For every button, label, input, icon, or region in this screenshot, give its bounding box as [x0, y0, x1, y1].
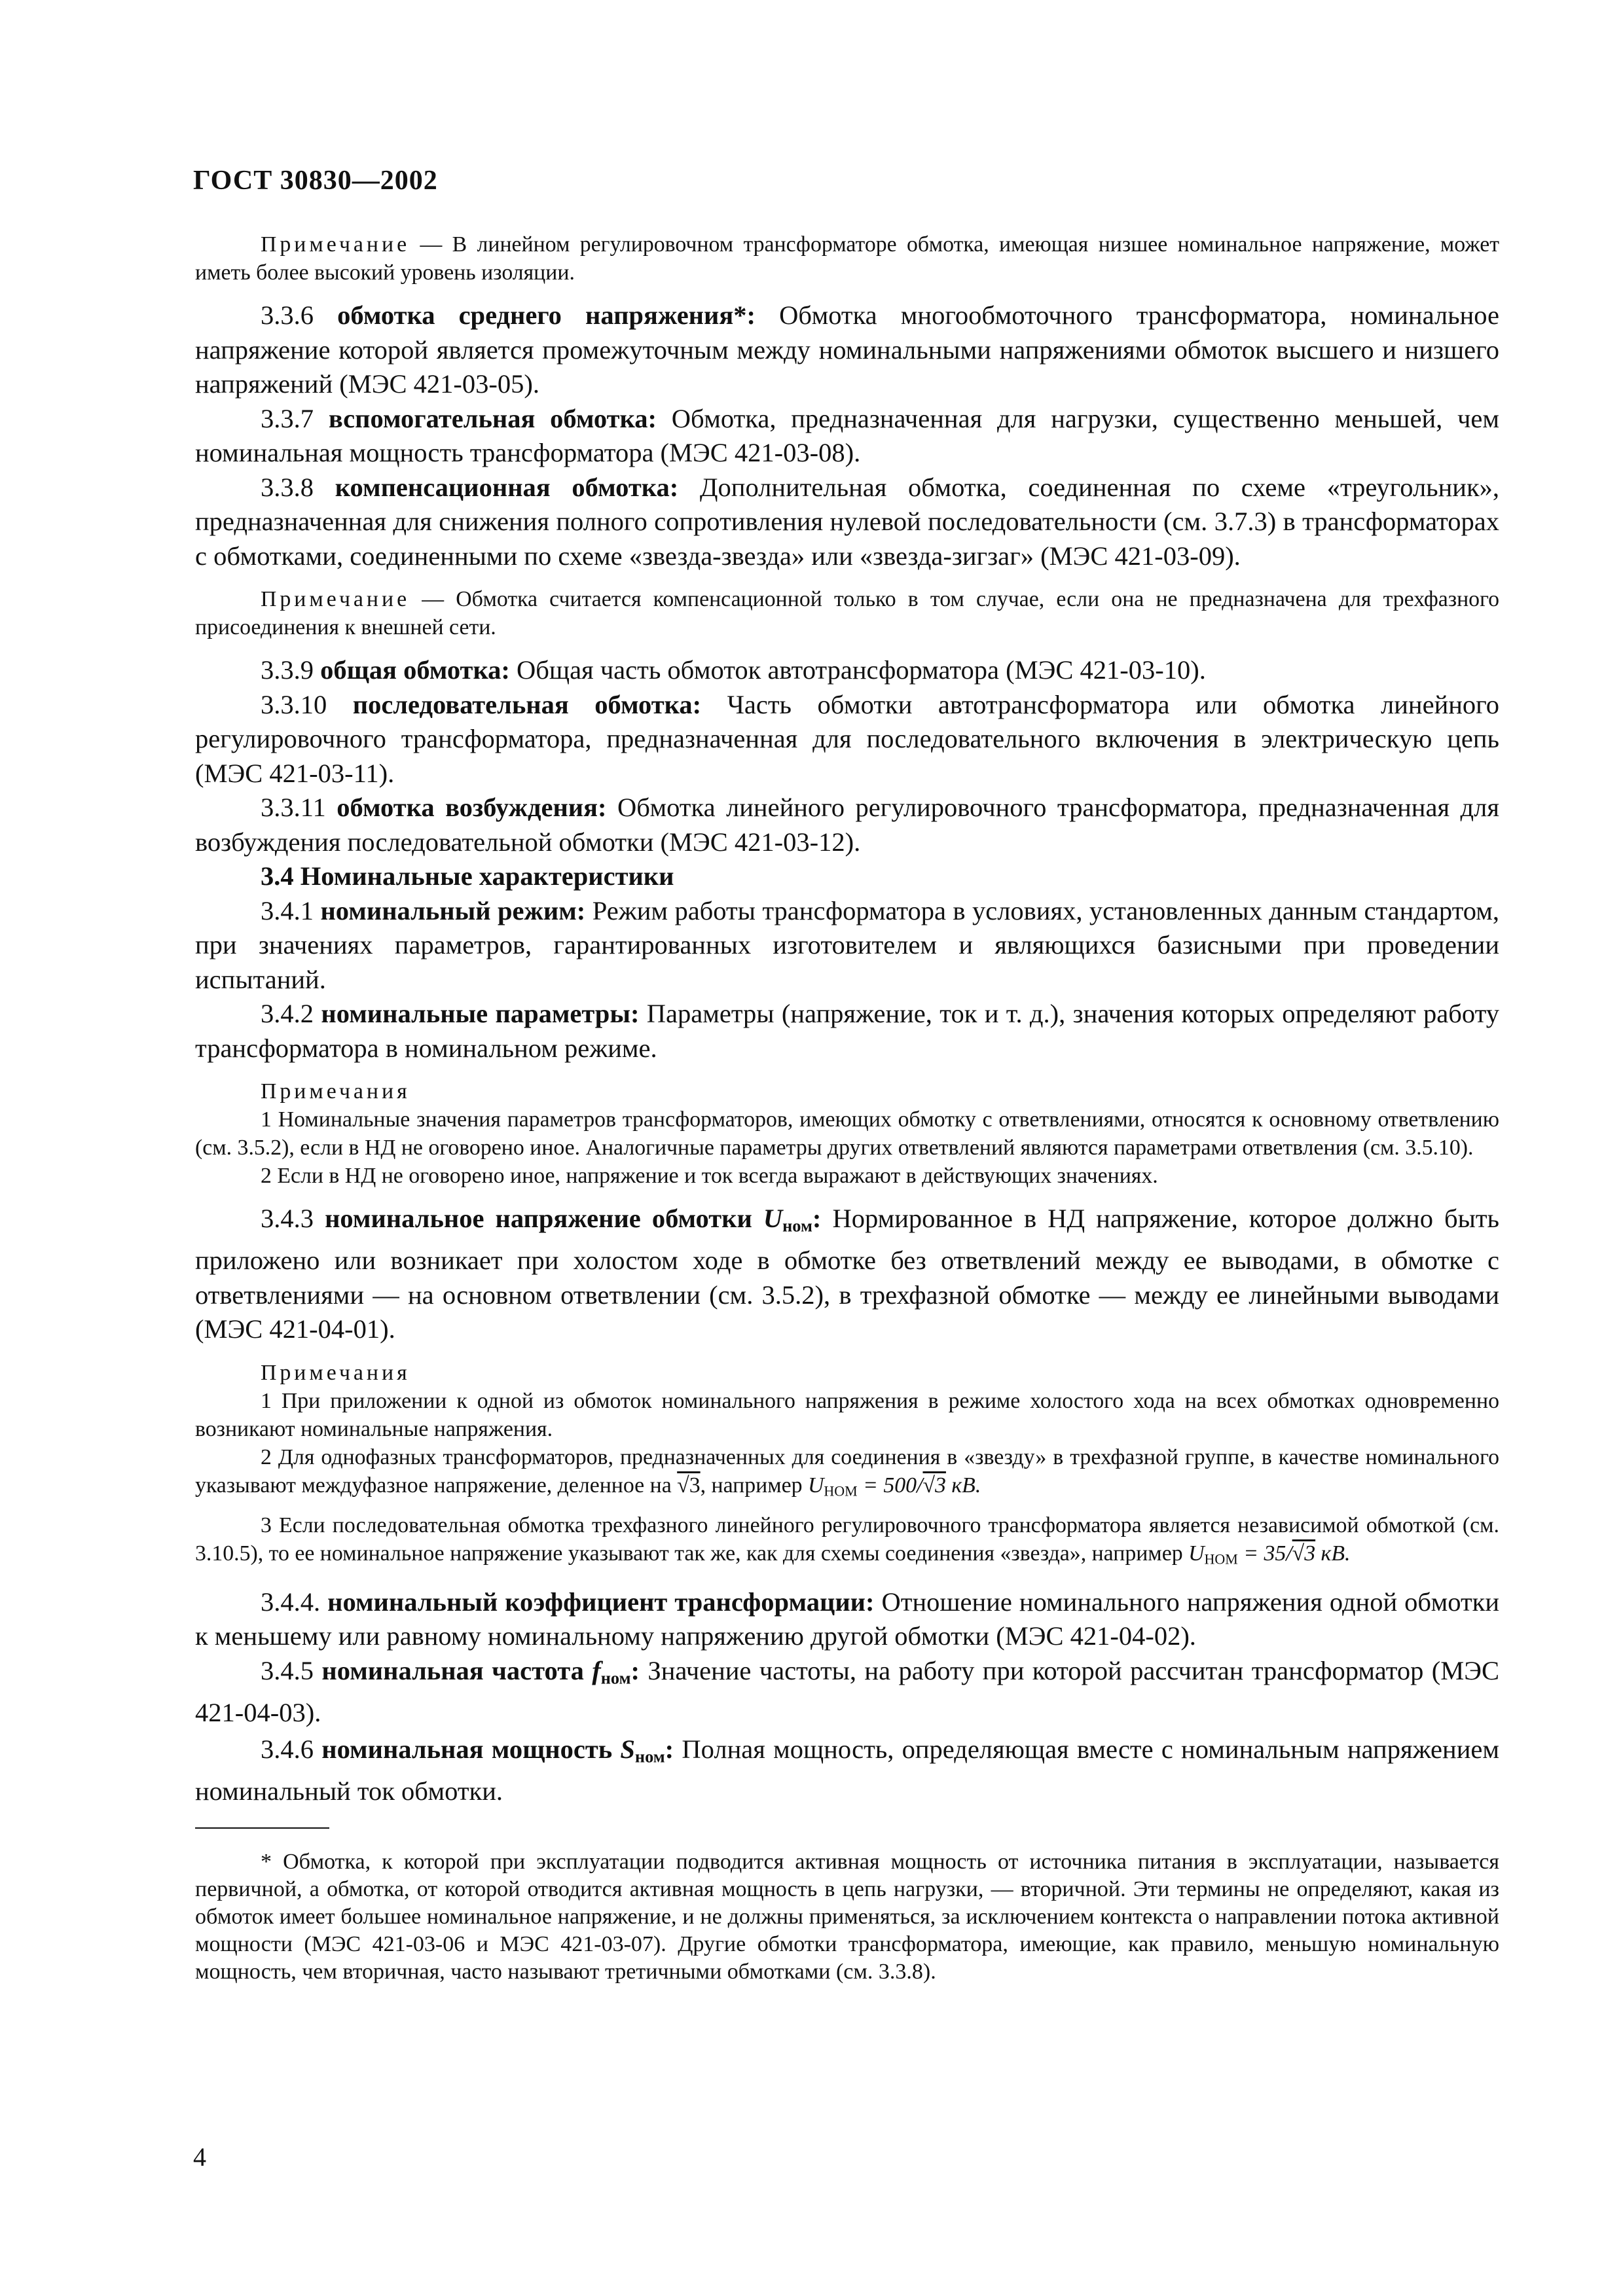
term-colon: : [630, 1655, 640, 1685]
note-2 [195, 585, 1499, 641]
clause-number: 3.3.6 [261, 300, 338, 330]
clause-number: 3.3.9 [261, 655, 321, 685]
term: обмотка среднего напряжения*: [337, 300, 756, 330]
term: общая обмотка: [320, 655, 510, 685]
clause-3-3-10 [195, 688, 1499, 791]
clause-3-3-7 [195, 402, 1499, 471]
term: компенсационная обмотка: [335, 472, 679, 502]
page-number: 4 [193, 2142, 206, 2172]
definition: Значение частоты, на работу при которой рассчитан трансформатор (МЭС 421-04-03). [195, 1655, 1500, 1727]
clause-3-4-3 [195, 1202, 1499, 1347]
definition: Общая часть обмоток автотрансформатора (МЭС 421-03-10). [509, 655, 1206, 685]
notes-label [195, 1077, 1499, 1105]
term: номинальные параметры: [321, 999, 640, 1028]
clause-number: 3.3.11 [261, 793, 337, 822]
notes-label-text: Примечания [261, 1360, 410, 1385]
term [325, 1204, 822, 1236]
definition: Дополнительная обмотка, соединенная по схеме «треугольник», предназначенная для снижения полного сопротивления нулевой последовательности (см. 3.7.3) в трансформаторах с обмотками, соединенными по схеме «звезда-звезда» или «звезда-зигзаг» (МЭС 421-03-09). [195, 472, 1500, 571]
clause-3-4-5 [195, 1654, 1499, 1731]
formula-subscript: НОМ [824, 1482, 858, 1499]
symbol: U [763, 1204, 783, 1233]
note-1 [195, 230, 1499, 287]
note-text: , например [700, 1473, 808, 1498]
note-4-3 [195, 1511, 1499, 1573]
clause-number: 3.3.10 [261, 689, 353, 719]
note-text: — В линейном регулировочном трансформаторе обмотка, имеющая низшее номинальное напряжение, может иметь более высокий уровень изоляции. [195, 232, 1499, 285]
symbol-subscript: ном [634, 1747, 665, 1767]
note-text: — Обмотка считается компенсационной только в том случае, если она не предназначена для трехфазного присоединения к внешней сети. [195, 587, 1499, 639]
symbol-subscript: ном [600, 1668, 631, 1688]
clause-number: 3.4.6 [261, 1734, 322, 1765]
note-3-1: 1 Номинальные значения параметров трансформаторов, имеющих обмотку с ответвлениями, относятся к основному ответвлению (см. 3.5.2), если в НД не оговорено иное. Аналогичные параметры других ответвлений являются параметрами ответвления (см. 3.5.10). [195, 1107, 1499, 1160]
definition: Режим работы трансформатора в условиях, установленных данным стандартом, при значениях параметров, гарантированных изготовителем и являющихся базисными при проведении испытаний. [195, 895, 1500, 994]
symbol: S [620, 1734, 635, 1765]
note-text: 3 Если последовательная обмотка трехфазного линейного регулировочного трансформатора является независимой обмоткой (см. 3.10.5), то ее номинальное напряжение указывают так же, как для схемы соединения «звезда», например [195, 1513, 1499, 1566]
clause-3-3-6 [195, 298, 1499, 402]
term-text: номинальная мощность [321, 1734, 621, 1765]
note-4-2 [195, 1443, 1499, 1505]
term [321, 1655, 640, 1688]
term-text: номинальное напряжение обмотки [325, 1204, 763, 1233]
sqrt-symbol: √3 [677, 1473, 701, 1498]
note-label: Примечание [261, 587, 410, 611]
clause-number: 3.4.5 [261, 1655, 322, 1685]
standard-header: ГОСТ 30830—2002 [193, 166, 438, 196]
note-text: 2 Для однофазных трансформаторов, предназначенных для соединения в «звезду» в трехфазной группе, в качестве номинального указывают междуфазное напряжение, деленное на [195, 1444, 1499, 1498]
clause-number: 3.3.7 [261, 403, 329, 433]
clause-3-4-4 [195, 1585, 1499, 1654]
term: номинальный режим: [320, 895, 586, 925]
formula-subscript: НОМ [1204, 1551, 1238, 1568]
section-title: 3.4 Номинальные характеристики [261, 861, 674, 891]
clause-number: 3.4.4. [261, 1587, 328, 1617]
footnote-divider [195, 1827, 329, 1829]
definition: Обмотка линейного регулировочного трансформатора, предназначенная для возбуждения последовательной обмотки (МЭС 421-03-12). [195, 793, 1500, 857]
formula-unit: кВ. [945, 1473, 981, 1498]
notes-label-text: Примечания [261, 1079, 410, 1103]
formula-unit: кВ. [1315, 1541, 1351, 1566]
formula-value: = 500/ [857, 1473, 923, 1498]
page-content [195, 230, 1499, 1986]
formula-value: = 35/ [1237, 1541, 1292, 1566]
clause-3-3-11 [195, 791, 1499, 859]
section-heading-3-4 [195, 859, 1499, 894]
term: последовательная обмотка: [352, 689, 702, 719]
formula-symbol: U [807, 1473, 824, 1498]
definition: Полная мощность, определяющая вместе с номинальным напряжением номинальный ток обмотки. [195, 1734, 1499, 1806]
term-text: номинальная частота [321, 1655, 593, 1685]
note-4-1: 1 При приложении к одной из обмоток номинального напряжения в режиме холостого хода на всех обмотках одновременно возникают номинальные напряжения. [195, 1388, 1499, 1441]
term-colon: : [812, 1204, 822, 1233]
note-3-2: 2 Если в НД не оговорено иное, напряжение и ток всегда выражают в действующих значениях. [261, 1164, 1158, 1188]
clause-number: 3.4.2 [261, 999, 321, 1028]
clause-3-4-2 [195, 997, 1499, 1066]
footnote: * Обмотка, к которой при эксплуатации подводится активная мощность от источника питания в эксплуатации, называется первичной, а обмотка, от которой отводится активная мощность в цепь нагрузки, — вторичной. Эти термины не определяют, какая из обмоток имеет большее номинальное напряжение, и не должны применяться, за исключением контекста о направлении потока активной мощности (МЭС 421-03-06 и МЭС 421-03-07). Другие обмотки трансформатора, имеющие, как правило, меньшую номинальную мощность, чем вторичная, часто называют третичными обмотками (см. 3.3.8). [195, 1849, 1499, 1984]
formula-symbol: U [1188, 1541, 1205, 1566]
clause-3-4-1 [195, 894, 1499, 997]
term: номинальный коэффициент трансформации: [327, 1587, 875, 1617]
term: обмотка возбуждения: [337, 793, 607, 822]
symbol-subscript: ном [782, 1216, 812, 1236]
definition: Нормированное в НД напряжение, которое должно быть приложено или возникает при холостом ходе в обмотке без ответвлений между ее выводами, в обмотке с ответвлениями — на основном ответвлении (см. 3.5.2), в трехфазной обмотке — между ее линейными выводами (МЭС 421-04-01). [195, 1204, 1499, 1344]
note-label: Примечание [261, 232, 410, 257]
definition: Обмотка, предназначенная для нагрузки, существенно меньшей, чем номинальная мощность трансформатора (МЭС 421-03-08). [195, 403, 1500, 467]
definition: Отношение номинального напряжения одной обмотки к меньшему или равному номинальному напряжению другой обмотки (МЭС 421-04-02). [195, 1587, 1500, 1651]
clause-3-3-9 [195, 653, 1499, 688]
term: вспомогательная обмотка: [328, 403, 657, 433]
symbol: f [592, 1655, 601, 1685]
term-colon: : [665, 1734, 674, 1765]
sqrt-symbol: √3 [922, 1473, 946, 1498]
clause-3-3-8 [195, 471, 1499, 574]
definition: Часть обмотки автотрансформатора или обмотка линейного регулировочного трансформатора, предназначенная для последовательного включения в электрическую цепь (МЭС 421-03-11). [195, 689, 1500, 788]
definition: Параметры (напряжение, ток и т. д.), значения которых определяют работу трансформатора в номинальном режиме. [195, 999, 1499, 1063]
definition: Обмотка многообмоточного трансформатора, номинальное напряжение которой является промежуточным между номинальными напряжениями обмоток высшего и низшего напряжений (МЭС 421-03-05). [195, 300, 1499, 399]
notes-label [195, 1359, 1499, 1387]
clause-number: 3.3.8 [261, 472, 335, 502]
clause-number: 3.4.3 [261, 1204, 325, 1233]
clause-3-4-6 [195, 1732, 1499, 1809]
term [321, 1734, 674, 1767]
sqrt-symbol: √3 [1292, 1541, 1316, 1566]
clause-number: 3.4.1 [261, 895, 321, 925]
